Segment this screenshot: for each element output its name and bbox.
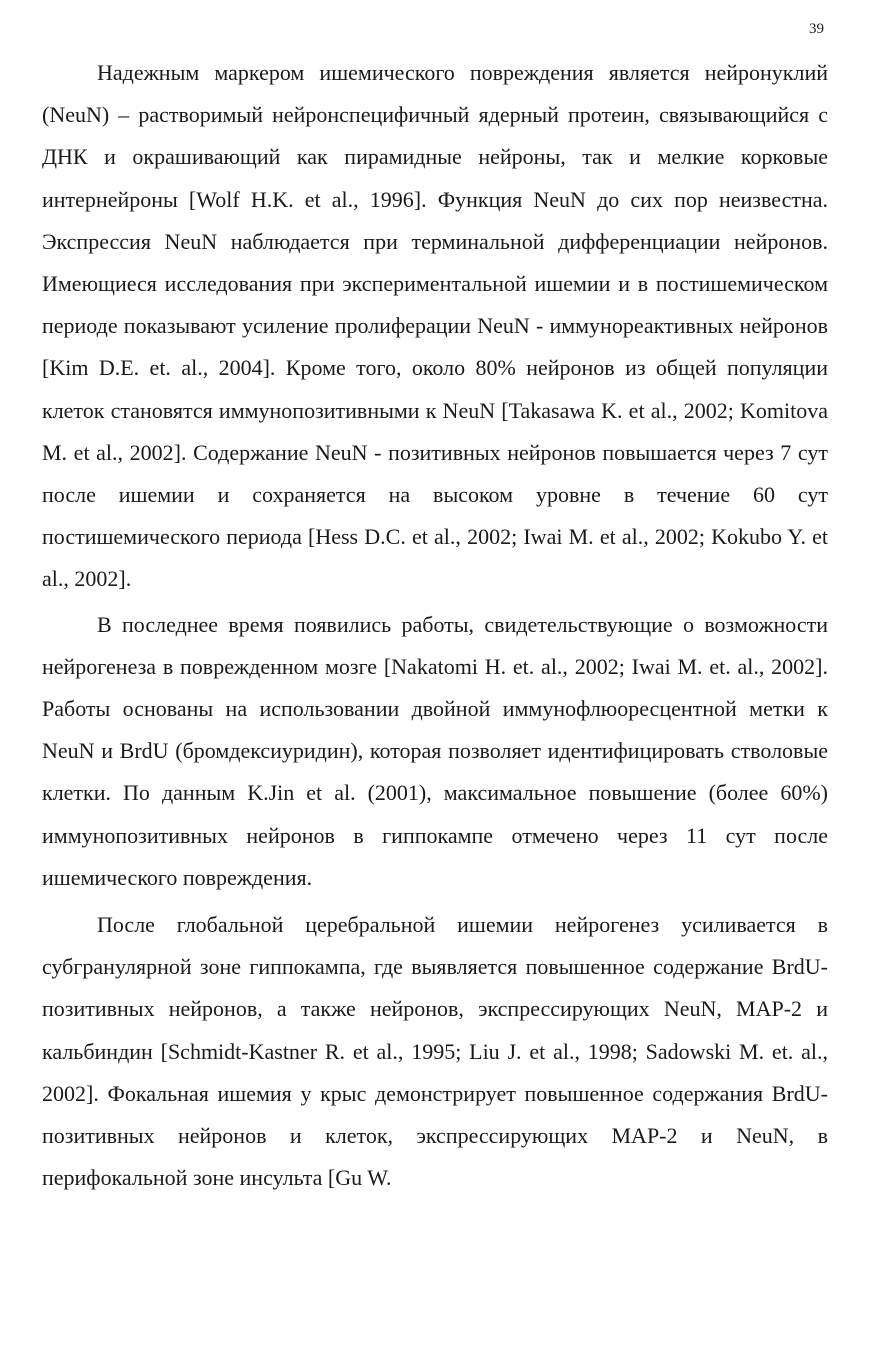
page-body [42, 52, 828, 1199]
page-number: 39 [809, 21, 824, 37]
paragraph-global-ischemia: После глобальной церебральной ишемии нейрогенез усиливается в субгранулярной зоне гиппокампа, где выявляется повышенное содержание BrdU-позитивных нейронов, а также нейронов, экспрессирующих NeuN, MAP-2 и кальбиндин [Schmidt-Kastner R. et al., 1995; Liu J. et al., 1998; Sadowski M. et. al., 2002]. Фокальная ишемия у крыс демонстрирует повышенное содержания BrdU-позитивных нейронов и клеток, экспрессирующих MAP-2 и NeuN, в перифокальной зоне инсульта [Gu W. [42, 912, 828, 1191]
paragraph-neurogenesis: В последнее время появились работы, свидетельствующие о возможности нейрогенеза в поврежденном мозге [Nakatomi H. et. al., 2002; Iwai M. et. al., 2002]. Работы основаны на использовании двойной иммунофлюоресцентной метки к NeuN и BrdU (бромдексиуридин), которая позволяет идентифицировать стволовые клетки. По данным K.Jin et al. (2001), максимальное повышение (более 60%) иммунопозитивных нейронов в гиппокампе отмечено через 11 сут после ишемического повреждения. [42, 611, 828, 890]
paragraph-neun-marker: Надежным маркером ишемического повреждения является нейронуклий (NeuN) – растворимый нейронспецифичный ядерный протеин, связывающийся с ДНК и окрашивающий как пирамидные нейроны, так и мелкие корковые интернейроны [Wolf H.K. et al., 1996]. Функция NeuN до сих пор неизвестна. Экспрессия NeuN наблюдается при терминальной дифференциации нейронов. Имеющиеся исследования при экспериментальной ишемии и в постишемическом периоде показывают усиление пролиферации NeuN - иммунореактивных нейронов [Kim D.E. et. al., 2004]. Кроме того, около 80% нейронов из общей популяции клеток становятся иммунопозитивными к NeuN [Takasawa K. et al., 2002; Komitova M. et al., 2002]. Содержание NeuN - позитивных нейронов повышается через 7 сут после ишемии и сохраняется на высоком уровне в течение 60 сут постишемического периода [Hess D.C. et al., 2002; Iwai M. et al., 2002; Kokubo Y. et al., 2002]. [42, 60, 828, 592]
